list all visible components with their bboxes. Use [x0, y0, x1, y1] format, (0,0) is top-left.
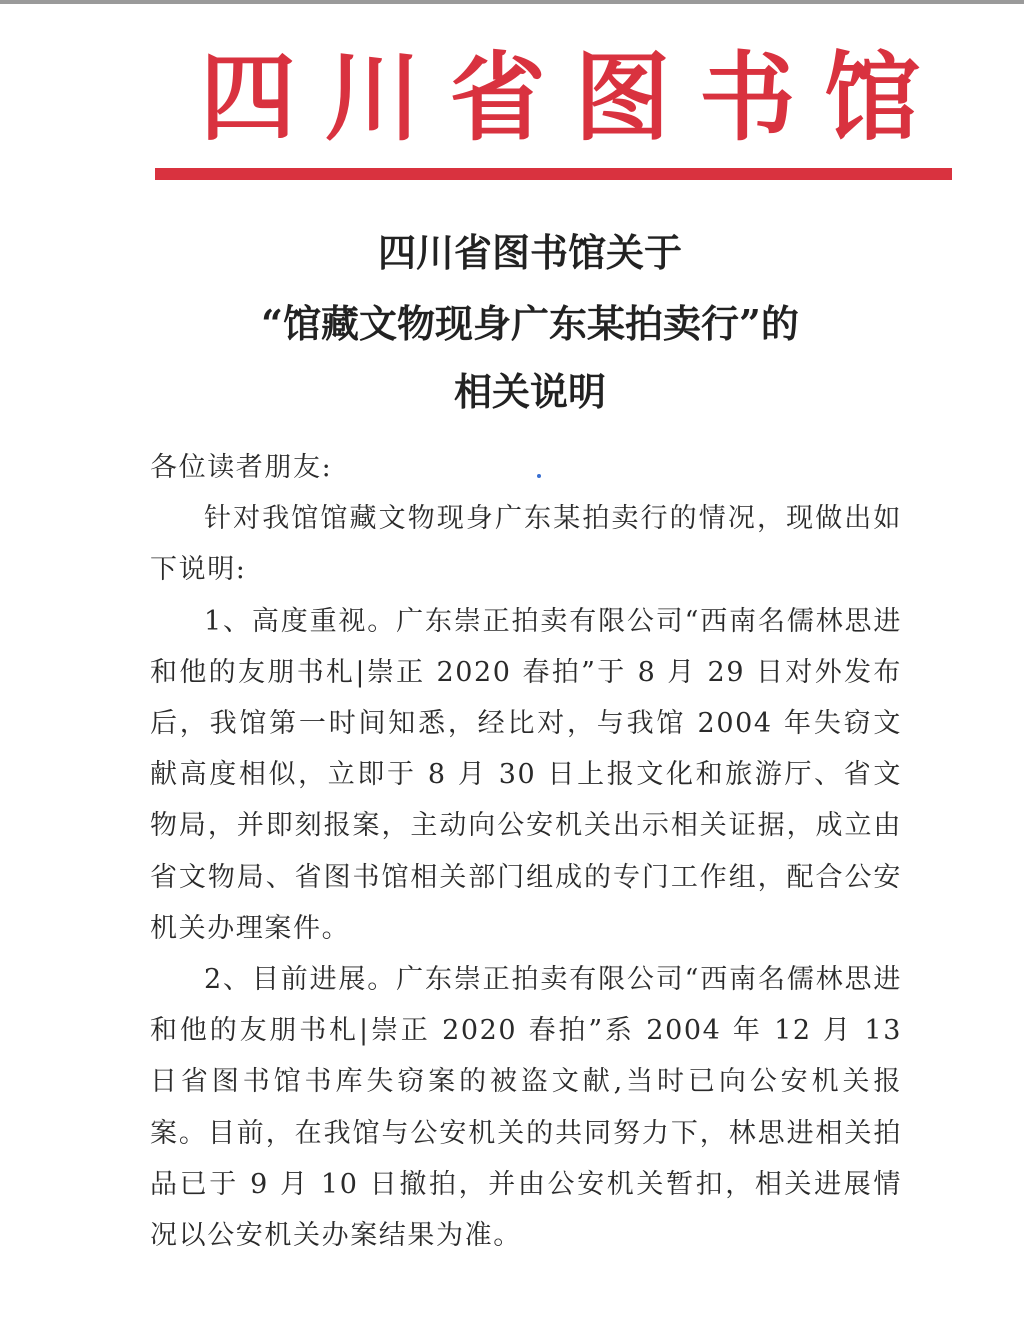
document-body [150, 442, 902, 1261]
letterhead-char: 四 [200, 41, 296, 154]
paragraph-item-1: 1、高度重视。广东崇正拍卖有限公司“西南名儒林思进和他的友朋书札|崇正 2020 春拍”于 8 月 29 日对外发布后，我馆第一时间知悉，经比对，与我馆 2004 年失窃文献高度相似，立即于 8 月 30 日上报文化和旅游厅、省文物局，并即刻报案，主动向公安机关出示相关证据，成立由省文物局、省图书馆相关部门组成的专门工作组，配合公安机关办理案件。 [150, 605, 902, 944]
paragraph-item-2: 2、目前进展。广东崇正拍卖有限公司“西南名儒林思进和他的友朋书札|崇正 2020 春拍”系 2004 年 12 月 13 日省图书馆书库失窃案的被盗文献,当时已向公安机关报案。目前，在我馆与公安机关的共同努力下，林思进相关拍品已于 9 月 10 日撤拍，并由公安机关暂扣，相关进展情况以公安机关办案结果为准。 [150, 964, 902, 1252]
document-title-line-2: “馆藏文物现身广东某拍卖行”的 [261, 301, 799, 346]
document-title-line-1: 四川省图书馆关于 [377, 230, 682, 275]
letterhead-char: 省 [449, 41, 546, 154]
scan-top-edge [0, 0, 1024, 4]
letterhead-red-rule [155, 168, 952, 180]
letterhead-char: 川 [324, 41, 421, 154]
letterhead-char: 图 [574, 41, 671, 154]
paragraph-intro: 针对我馆馆藏文物现身广东某拍卖行的情况，现做出如下说明: [150, 503, 902, 586]
document-title-line-3: 相关说明 [453, 369, 606, 414]
letterhead-char: 馆 [823, 41, 920, 154]
letterhead [200, 38, 920, 158]
letterhead-char: 书 [699, 41, 796, 154]
greeting: 各位读者朋友: [150, 452, 333, 483]
